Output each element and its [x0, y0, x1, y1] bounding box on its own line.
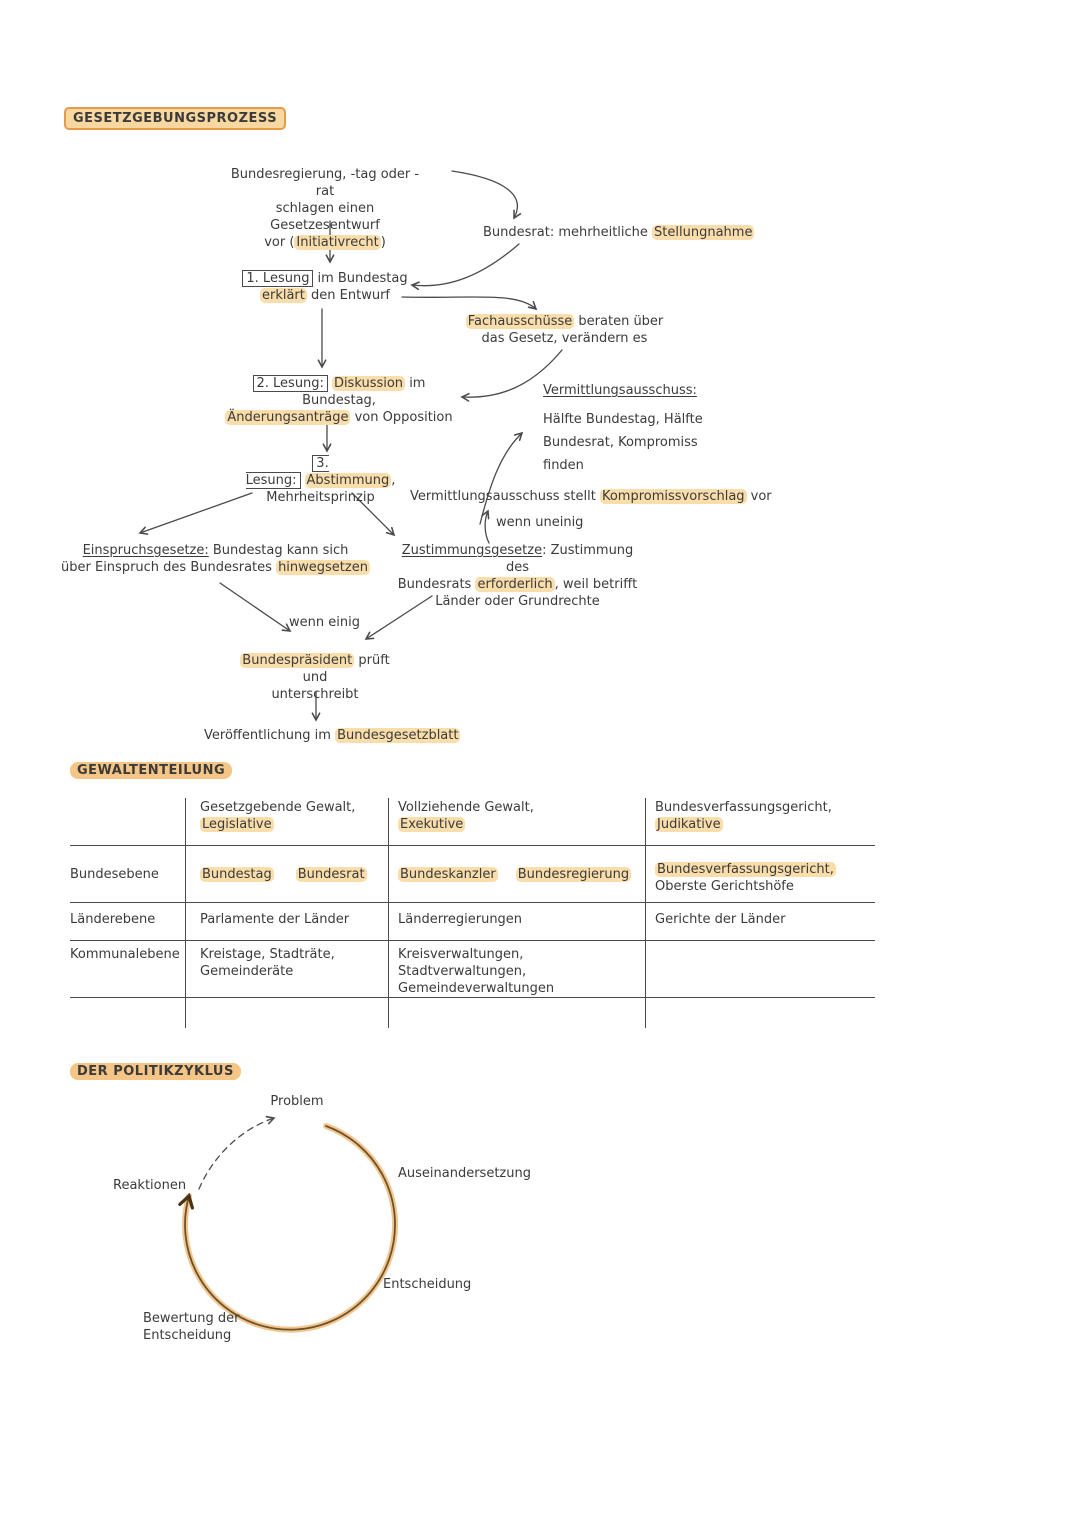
zustimmung-line2c: , weil betrifft: [554, 577, 638, 592]
cell-bundesebene-judikative: [655, 861, 836, 895]
arrow-to-vermittlungsausschuss: [480, 433, 522, 524]
lesung1-rest: im Bundestag: [317, 271, 408, 286]
bundespraesident-highlight: Bundespräsident: [242, 653, 353, 668]
publish-pre: Veröffentlichung im: [204, 728, 336, 743]
vermittlung-line3: finden: [543, 458, 584, 473]
bewertung-line1: Bewertung der: [143, 1311, 240, 1326]
node-lesung2: [218, 375, 460, 426]
bundesverfassungsgericht-highlight: Bundesverfassungsgericht,: [657, 862, 834, 877]
initiative-line2: schlagen einen Gesetzesentwurf: [270, 201, 380, 233]
einspruchsgesetze-heading: Einspruchsgesetze:: [82, 543, 209, 558]
initiative-line3-pre: vor (: [264, 235, 295, 250]
cell-kommunalebene-legislative: [200, 946, 335, 980]
bewertung-line2: Entscheidung: [143, 1328, 232, 1343]
arrow-wenn-uneinig-up: [485, 511, 489, 543]
cell-laenderebene-judikative: Gerichte der Länder: [655, 912, 786, 927]
lesung3-comma: ,: [391, 473, 396, 488]
hinwegsetzen-highlight: hinwegsetzen: [278, 560, 368, 575]
table-header-judikative: [655, 799, 832, 833]
lesung3-box: 3. Lesung:: [245, 456, 329, 488]
diskussion-highlight: Diskussion: [333, 376, 404, 391]
fachausschuesse-rest: beraten über: [574, 314, 664, 329]
arrow-lesung3-to-einspruch: [140, 493, 252, 533]
arrow-lesung1-to-fachausschuesse: [402, 297, 536, 309]
bundeskanzler-highlight: Bundeskanzler: [400, 867, 496, 882]
exekutive-highlight: Exekutive: [400, 817, 464, 832]
table-hline-4: [70, 997, 875, 998]
lesung3-line2: Mehrheitsprinzip: [266, 490, 375, 505]
erforderlich-highlight: erforderlich: [477, 577, 553, 592]
bundestag-highlight: Bundestag: [202, 867, 272, 882]
stellungnahme-highlight: Stellungnahme: [654, 225, 753, 240]
node-einspruchsgesetze: [58, 542, 373, 576]
cell-laenderebene-legislative: Parlamente der Länder: [200, 912, 350, 927]
kommunal-legislative-line1: Kreistage, Stadträte,: [200, 947, 335, 962]
kompromiss-post: vor: [746, 489, 772, 504]
label-wenn-uneinig: wenn uneinig: [496, 515, 584, 530]
initiative-line1: Bundesregierung, -tag oder -rat: [230, 167, 420, 199]
arrow-proposal-to-bundesrat: [452, 171, 517, 218]
vermittlung-line2: Bundesrat, Kompromiss: [543, 435, 698, 450]
kommunal-exekutive-line1: Kreisverwaltungen,: [398, 947, 524, 962]
bundesrat-highlight: Bundesrat: [297, 867, 365, 882]
zustimmung-line3: Länder oder Grundrechte: [435, 594, 600, 609]
kommunal-exekutive-line2: Stadtverwaltungen,: [398, 964, 527, 979]
cell-kommunalebene-exekutive: [398, 946, 554, 997]
node-vermittlungsausschuss: [543, 382, 703, 477]
arrow-einspruch-to-einig: [220, 583, 290, 631]
node-zustimmungsgesetze: [395, 542, 640, 610]
arrow-bundesrat-to-lesung1: [412, 244, 519, 286]
lesung1-line2: den Entwurf: [306, 288, 390, 303]
node-fachausschuesse: [462, 313, 667, 347]
vermittlung-line1: Hälfte Bundestag, Hälfte: [543, 412, 703, 427]
cycle-label-entscheidung: Entscheidung: [383, 1277, 472, 1292]
kommunal-exekutive-line3: Gemeindeverwaltungen: [398, 981, 555, 996]
zustimmungsgesetze-heading: Zustimmungsgesetze: [401, 543, 543, 558]
table-hline-1: [70, 845, 875, 846]
aenderungsantraege-highlight: Änderungsanträge: [227, 410, 349, 425]
cycle-label-bewertung: [143, 1310, 239, 1344]
bundesregierung-highlight: Bundesregierung: [517, 867, 630, 882]
oberste-gerichtshoefe-text: Oberste Gerichtshöfe: [655, 879, 794, 894]
lesung2-rest: im Bundestag,: [302, 376, 426, 408]
table-hline-2: [70, 902, 875, 903]
cell-laenderebene-exekutive: Länderregierungen: [398, 912, 523, 927]
row-label-bundesebene: Bundesebene: [70, 867, 159, 882]
judikative-highlight: Judikative: [657, 817, 721, 832]
cycle-arc: [185, 1126, 395, 1330]
legislative-highlight: Legislative: [202, 817, 272, 832]
einspruch-line2: über Einspruch des Bundesrates: [61, 560, 277, 575]
section-title-gesetzgebungsprozess: GESETZGEBUNGSPROZESS: [64, 107, 286, 130]
praesident-line2: unterschreibt: [271, 687, 359, 702]
cycle-label-reaktionen: Reaktionen: [113, 1178, 187, 1193]
lesung2-box: 2. Lesung:: [253, 375, 328, 392]
vermittlungsausschuss-heading: Vermittlungsausschuss:: [543, 383, 697, 398]
kompromissvorschlag-highlight: Kompromissvorschlag: [601, 489, 745, 504]
cycle-feedback-dashed-arrow: [199, 1118, 274, 1189]
header-exekutive-line1: Vollziehende Gewalt,: [398, 800, 534, 815]
cell-bundesebene-exekutive: [398, 866, 631, 883]
table-vline-3: [645, 798, 646, 1028]
node-bundesrat-stellungnahme: [483, 224, 754, 241]
row-label-laenderebene: Länderebene: [70, 912, 156, 927]
table-vline-2: [388, 798, 389, 1028]
abstimmung-highlight: Abstimmung: [306, 473, 390, 488]
initiative-line3-post: ): [380, 235, 386, 250]
erklaert-highlight: erklärt: [261, 288, 305, 303]
bundesgesetzblatt-highlight: Bundesgesetzblatt: [337, 728, 459, 743]
fachausschuesse-highlight: Fachausschüsse: [467, 314, 573, 329]
fachausschuesse-line2: das Gesetz, verändern es: [481, 331, 648, 346]
zustimmung-rest: Zustimmung des: [505, 543, 634, 575]
node-lesung3: [238, 455, 403, 506]
node-initiative: [222, 166, 428, 251]
cell-bundesebene-legislative: [200, 866, 367, 883]
bundesrat-note-text: Bundesrat: mehrheitliche: [483, 225, 653, 240]
lesung1-box: 1. Lesung: [242, 270, 313, 287]
section-title-politikzyklus: DER POLITIKZYKLUS: [70, 1063, 241, 1080]
table-hline-3: [70, 940, 875, 941]
cycle-arc-glow: [185, 1126, 395, 1330]
label-wenn-einig: wenn einig: [289, 615, 360, 630]
row-label-kommunalebene: Kommunalebene: [70, 947, 180, 962]
node-bundespraesident: [230, 652, 400, 703]
header-legislative-line1: Gesetzgebende Gewalt,: [200, 800, 356, 815]
initiativrecht-highlight: Initiativrecht: [296, 235, 379, 250]
node-veroeffentlichung: [204, 727, 460, 744]
header-judikative-line1: Bundesverfassungsgericht,: [655, 800, 832, 815]
table-header-legislative: [200, 799, 355, 833]
node-kompromissvorschlag: [410, 488, 772, 505]
zustimmung-colon: :: [542, 543, 551, 558]
cycle-label-problem: Problem: [270, 1094, 324, 1109]
kommunal-legislative-line2: Gemeinderäte: [200, 964, 294, 979]
section-title-gewaltenteilung: GEWALTENTEILUNG: [70, 762, 232, 779]
praesident-rest: prüft und: [302, 653, 390, 685]
node-lesung1: [235, 270, 415, 304]
zustimmung-line2a: Bundesrats: [397, 577, 476, 592]
lesung2-line2: von Opposition: [350, 410, 453, 425]
einspruch-rest: Bundestag kann sich: [208, 543, 349, 558]
table-header-exekutive: [398, 799, 534, 833]
table-vline-1: [185, 798, 186, 1028]
kompromiss-pre: Vermittlungsausschuss stellt: [410, 489, 600, 504]
cycle-label-auseinandersetzung: Auseinandersetzung: [398, 1166, 531, 1181]
